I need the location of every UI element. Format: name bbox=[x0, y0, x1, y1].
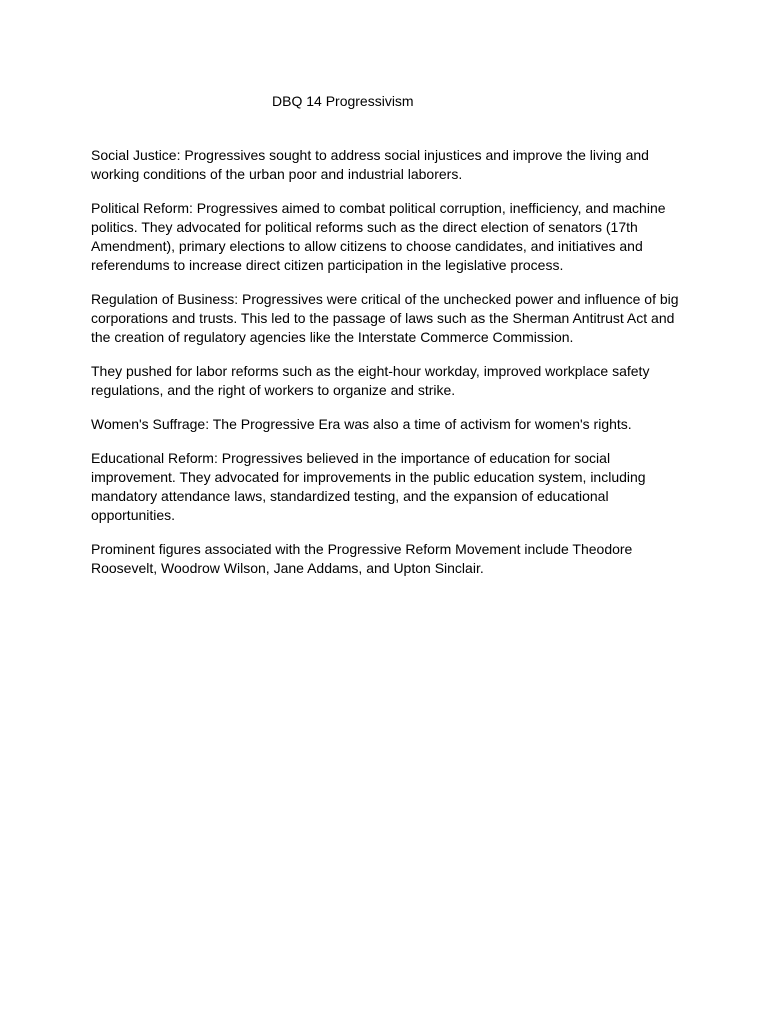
paragraph-labor-reforms: They pushed for labor reforms such as the eight-hour workday, improved workplace safety regulations, and the right of workers to organize and strike. bbox=[91, 363, 650, 398]
paragraph-womens-suffrage: Women's Suffrage: The Progressive Era was also a time of activism for women's rights. bbox=[91, 416, 632, 432]
paragraph-social-justice: Social Justice: Progressives sought to address social injustices and improve the living and working conditions of the urban poor and industrial laborers. bbox=[91, 147, 649, 182]
paragraph-educational-reform: Educational Reform: Progressives believed in the importance of education for social improvement. They advocated for improvements in the public education system, including mandatory attendance laws, standardized testing, and the expansion of educational opportunities. bbox=[91, 450, 646, 523]
document-title: DBQ 14 Progressivism bbox=[272, 93, 414, 109]
paragraph-regulation-of-business: Regulation of Business: Progressives were critical of the unchecked power and influence of big corporations and trusts. This led to the passage of laws such as the Sherman Antitrust Act and the creation of regulatory agencies like the Interstate Commerce Commission. bbox=[91, 291, 679, 345]
paragraph-political-reform: Political Reform: Progressives aimed to combat political corruption, inefficiency, and machine politics. They advocated for political reforms such as the direct election of senators (17th Amendment), primary elections to allow citizens to choose candidates, and initiatives and referendums to increase direct citizen participation in the legislative process. bbox=[91, 200, 666, 273]
paragraph-prominent-figures: Prominent figures associated with the Progressive Reform Movement include Theodore Roosevelt, Woodrow Wilson, Jane Addams, and Upton Sinclair. bbox=[91, 541, 633, 576]
document-body bbox=[91, 146, 681, 593]
